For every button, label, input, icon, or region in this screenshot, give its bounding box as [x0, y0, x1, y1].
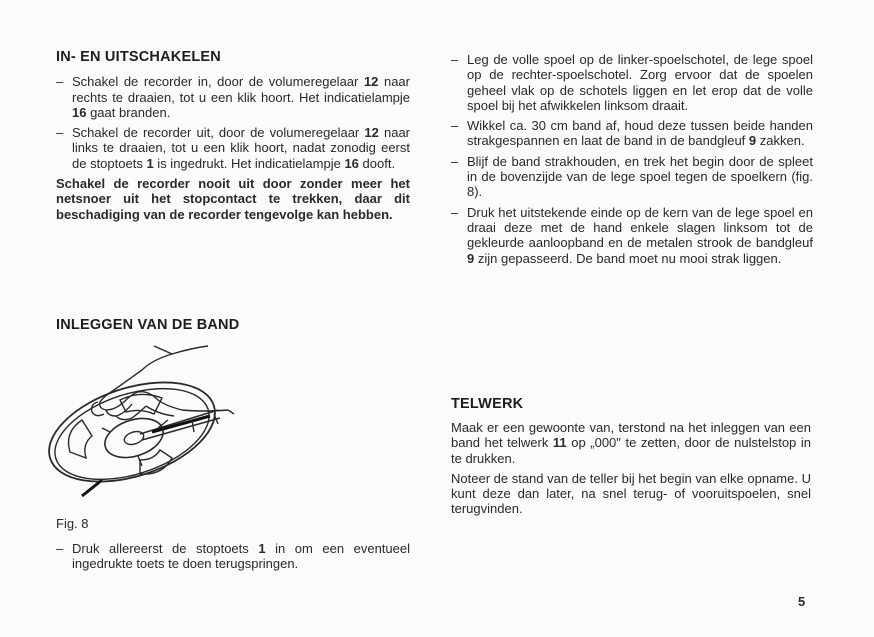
- bold-ref: 1: [146, 155, 154, 171]
- list-dash: –: [451, 153, 459, 169]
- text-run: naar rechts te draaien, tot u een klik hoort. Het indicatielampje: [72, 74, 410, 105]
- list-dash: –: [56, 125, 64, 141]
- text-run: zakken.: [756, 133, 805, 149]
- list-dash: –: [451, 52, 459, 67]
- text-run: in om een eventueel ingedrukte toets te doen terugspringen.: [72, 541, 410, 572]
- list-item: [56, 74, 410, 120]
- text-run: Schakel de recorder uit, door de volumeregelaar: [72, 125, 365, 141]
- bold-ref: 12: [364, 125, 379, 141]
- text-run: Druk allereerst de stoptoets: [72, 541, 259, 556]
- text-run: is ingedrukt. Het indicatielampje: [153, 155, 345, 171]
- list-dash: –: [451, 118, 459, 134]
- text-run: Schakel de recorder in, door de volumeregelaar: [72, 74, 364, 90]
- list-item: [56, 541, 410, 572]
- figure-caption: Fig. 8: [56, 516, 89, 531]
- list-item: [451, 154, 813, 200]
- bold-ref: 12: [363, 74, 379, 90]
- list-item: [451, 118, 813, 149]
- bold-ref: 11: [552, 435, 567, 451]
- text-run: Maak er een gewoonte van, terstond na het inleggen van een band het telwerk: [451, 420, 811, 451]
- text-run: Wikkel ca. 30 cm band af, houd deze tussen beide handen strakgespannen en laat de band in de bandgleuf: [467, 118, 813, 149]
- heading-inleggen-van-de-band: INLEGGEN VAN DE BAND: [56, 317, 240, 333]
- bold-ref: 1: [258, 541, 266, 556]
- text-run: dooft.: [358, 155, 396, 171]
- reel-illustration: [42, 340, 272, 500]
- text-run: Leg de volle spoel op de linker-spoelschotel, de lege spoel op de rechter-spoelschotel. Zorg ervoor dat de spoelen geheel vlak op de schotels liggen en let erop dat de volle spoel bij het afwikkelen linksom draait.: [467, 52, 813, 113]
- bold-ref: 16: [72, 104, 87, 120]
- heading-telwerk: TELWERK: [451, 396, 524, 412]
- left-bottom-step: [56, 541, 410, 577]
- bold-ref: 9: [748, 133, 757, 149]
- list-dash: –: [56, 541, 64, 556]
- list-item: [451, 205, 813, 266]
- paragraph: [451, 420, 811, 466]
- heading-in-en-uitschakelen: IN- EN UITSCHAKELEN: [56, 49, 221, 65]
- telwerk-body: [451, 420, 811, 522]
- list-item: [451, 52, 813, 113]
- text-run: Blijf de band strakhouden, en trek het begin door de spleet in de bovenzijde van de lege spoel tegen de spoelkern (fig. 8).: [467, 153, 813, 200]
- right-column: [451, 52, 813, 271]
- warning-paragraph: Schakel de recorder nooit uit door zonder meer het netsnoer uit het stopcontact te trekken, daar dit beschadiging van de recorder tengevolge kan hebben.: [56, 176, 410, 222]
- text-run: gaat branden.: [86, 104, 171, 120]
- page-number: 5: [798, 594, 806, 609]
- text-run: naar links te draaien, tot u een klik hoort, nadat zonodig eerst de stoptoets: [72, 125, 410, 171]
- list-item: [56, 125, 410, 171]
- text-run: zijn gepasseerd. De band moet nu mooi strak liggen.: [474, 250, 782, 266]
- text-run: Druk het uitstekende einde op de kern van de lege spoel en draai deze met de hand enkele slagen linksom tot de gekleurde aanloopband en de metalen strook de bandgleuf: [467, 204, 813, 251]
- bold-ref: 9: [467, 250, 475, 266]
- paragraph: Noteer de stand van de teller bij het begin van elke opname. U kunt deze dan later, na snel terug- of vooruitspoelen, snel terugvinden.: [451, 470, 811, 517]
- text-run: op „000" te zetten, door de nulstelstop in te drukken.: [451, 435, 811, 466]
- list-dash: –: [56, 74, 64, 90]
- bold-ref: 16: [344, 155, 359, 171]
- left-column: [56, 50, 410, 222]
- list-dash: –: [451, 204, 459, 220]
